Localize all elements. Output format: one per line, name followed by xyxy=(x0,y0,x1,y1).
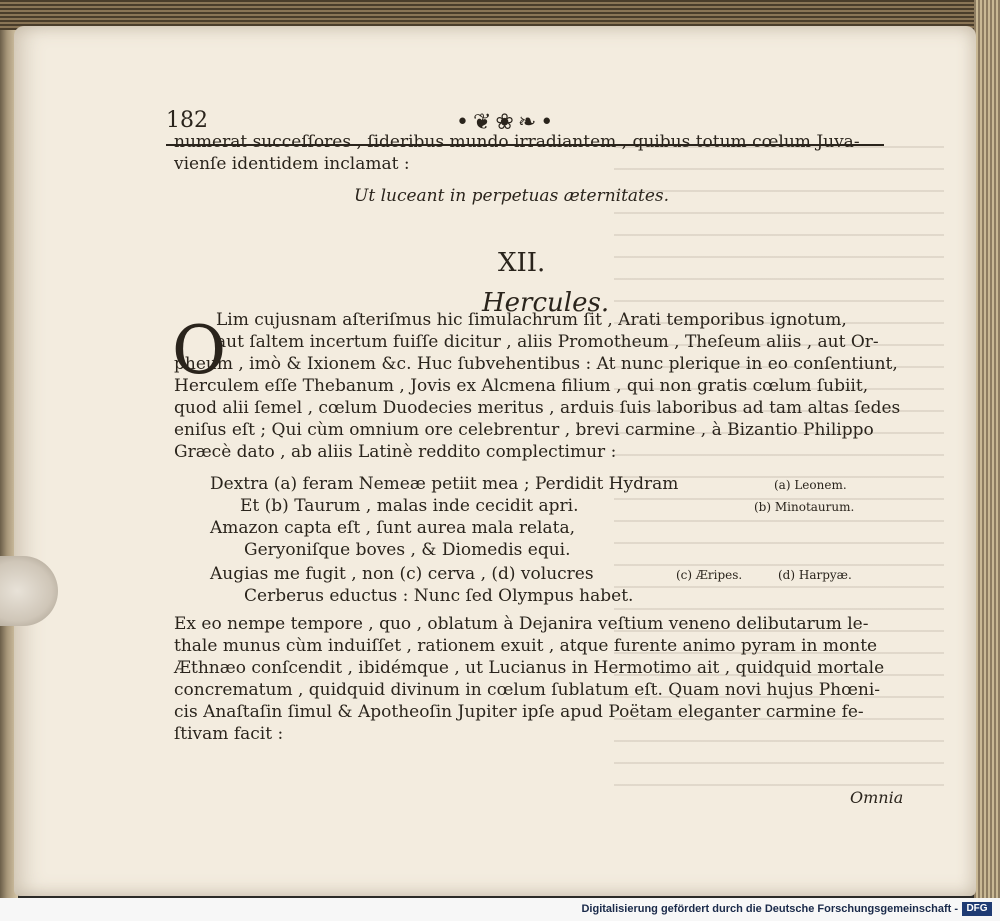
verse-line: Et (b) Taurum , malas inde cecidit apri. xyxy=(240,496,579,516)
paragraph-line: Lim cujusnam aſteriſmus hic ſimulachrum ſit , Arati temporibus ignotum, xyxy=(216,310,847,330)
verse-line: Geryoniſque boves , & Diomedis equi. xyxy=(244,540,571,560)
footnote-a: (a) Leonem. xyxy=(774,478,847,492)
intro-line: vienſe identidem inclamat : xyxy=(174,154,410,174)
footer-credit: Digitalisierung gefördert durch die Deutsche Forschungsgemeinschaft - xyxy=(581,903,958,915)
verse-line: Augias me fugit , non (c) cerva , (d) volucres xyxy=(210,564,594,584)
paragraph-line: aut ſaltem incertum fuiſſe dicitur , aliis Promotheum , Theſeum aliis , aut Or- xyxy=(216,332,879,352)
header-ornament: •❦❀❧• xyxy=(456,110,558,135)
footnote-d: (d) Harpyæ. xyxy=(778,568,852,582)
intro-line: numerat succeſſores , ſideribus mundo irradiantem , quibus totum cœlum Juva- xyxy=(174,132,860,152)
paragraph-line: cis Anaſtaſin ſimul & Apotheoſin Jupiter ipſe apud Poëtam eleganter carmine fe- xyxy=(174,702,864,722)
paragraph-line: eniſus eſt ; Qui cùm omnium ore celebrentur , brevi carmine , à Bizantio Philippo xyxy=(174,420,874,440)
catchword: Omnia xyxy=(850,788,904,807)
paragraph-line: concrematum , quidquid divinum in cœlum ſublatum eſt. Quam novi hujus Phœni- xyxy=(174,680,881,700)
motto-quote: Ut luceant in perpetuas æternitates. xyxy=(354,186,670,206)
paragraph-line: quod alii ſemel , cœlum Duodecies meritus , arduis ſuis laboribus ad tam altas ſedes xyxy=(174,398,901,418)
paragraph-line: Æthnæo conſcendit , ibidémque , ut Lucianus in Hermotimo ait , quidquid mortale xyxy=(174,658,885,678)
paragraph-line: ſtivam facit : xyxy=(174,724,284,744)
paragraph-line: thale munus cùm induiſſet , rationem exuit , atque furente animo pyram in monte xyxy=(174,636,878,656)
footnote-c: (c) Æripes. xyxy=(676,568,743,582)
verse-line: Cerberus eductus : Nunc ſed Olympus habet. xyxy=(244,586,634,606)
paragraph-line: pheum , imò & Ixionem &c. Huc ſubvehentibus : At nunc plerique in eo conſentiunt, xyxy=(174,354,898,374)
verse-line: Amazon capta eſt , ſunt aurea mala relata, xyxy=(210,518,575,538)
paragraph-line: Herculem eſſe Thebanum , Jovis ex Alcmena filium , qui non gratis cœlum ſubiit, xyxy=(174,376,869,396)
chapter-numeral: XII. xyxy=(498,248,546,278)
page-stack-edge xyxy=(974,0,1000,921)
drop-cap: O xyxy=(172,312,227,389)
book-page xyxy=(14,26,976,896)
verse-line: Dextra (a) feram Nemeæ petiit mea ; Perdidit Hydram xyxy=(210,474,679,494)
dfg-logo[interactable]: DFG xyxy=(962,902,992,916)
paragraph-line: Ex eo nempe tempore , quo , oblatum à Dejanira veſtium veneno delibutarum le- xyxy=(174,614,869,634)
footnote-b: (b) Minotaurum. xyxy=(754,500,855,514)
page-number: 182 xyxy=(166,108,208,133)
paragraph-line: Græcè dato , ab aliis Latinè reddito complectimur : xyxy=(174,442,617,462)
chapter-title: Hercules. xyxy=(482,288,610,318)
